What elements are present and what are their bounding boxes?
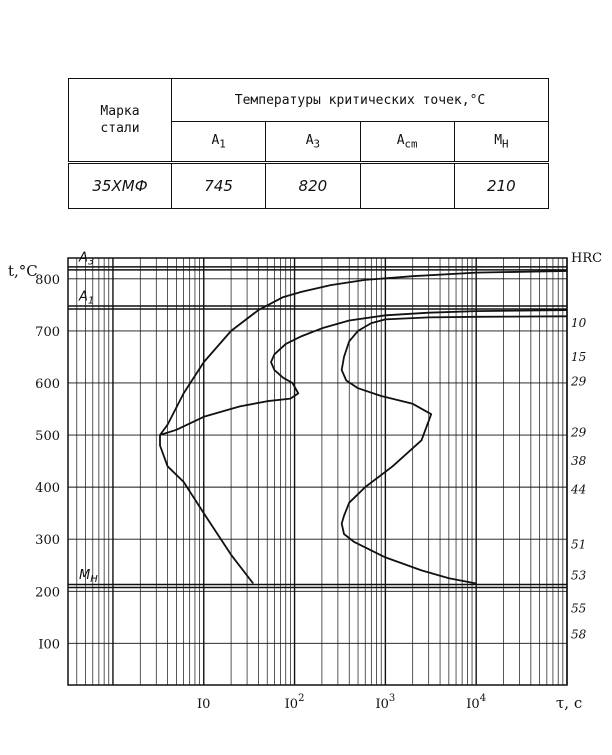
x-axis-label: τ, c: [556, 694, 583, 712]
a1-cell: 745: [172, 163, 266, 209]
x-tick-label: I0: [197, 697, 211, 712]
y-tick-label: 200: [35, 585, 60, 601]
mh-label: $M_H$: [79, 568, 98, 586]
plot-frame: [68, 258, 567, 685]
a3-label: $A_3$: [79, 250, 95, 268]
hrc-value: 15: [571, 349, 587, 364]
column-header-a1: $A_1$: [172, 122, 266, 163]
a1-label: $A_1$: [79, 289, 95, 307]
x-tick-label: $I0^3$: [375, 693, 396, 712]
column-header-a3: $A_3$: [266, 122, 360, 163]
steel-grade-cell: 35ХМФ: [69, 163, 172, 209]
x-tick-label: $I0^4$: [466, 693, 487, 712]
y-tick-label: 300: [35, 533, 60, 549]
hrc-value: 38: [571, 454, 587, 469]
hrc-label: HRC: [571, 251, 603, 266]
y-tick-label: 700: [35, 324, 60, 340]
y-tick-label: 600: [35, 376, 60, 392]
transformation-curve-3: [342, 316, 567, 583]
y-tick-label: I00: [38, 637, 60, 653]
critical-temperatures-header: Температуры критических точек,°C: [172, 79, 549, 122]
column-header-mh: $M_H$: [454, 122, 548, 163]
x-tick-label: $I0^2$: [284, 693, 305, 712]
reference-lines: [68, 250, 567, 587]
a3-cell: 820: [266, 163, 360, 209]
hrc-value: 29: [571, 425, 587, 440]
y-tick-label: 500: [35, 429, 60, 445]
hrc-value: 29: [571, 374, 587, 389]
hrc-value: 44: [571, 482, 587, 497]
grid: [35, 258, 586, 712]
transformation-curves: [160, 271, 567, 584]
hrc-value: 10: [571, 316, 587, 331]
y-tick-label: 800: [35, 272, 60, 288]
hrc-value: 58: [571, 627, 587, 642]
mh-cell: 210: [454, 163, 548, 209]
hrc-value: 55: [571, 601, 587, 616]
labels: [8, 251, 602, 712]
steel-grade-header: Марка стали: [69, 79, 172, 163]
transformation-curve-2: [160, 310, 567, 435]
hrc-value: 51: [571, 537, 587, 552]
y-tick-label: 400: [35, 481, 60, 497]
y-axis-label: t,°C: [8, 262, 38, 280]
column-header-acm: $A_{cm}$: [360, 122, 454, 163]
hrc-value: 53: [571, 568, 587, 583]
